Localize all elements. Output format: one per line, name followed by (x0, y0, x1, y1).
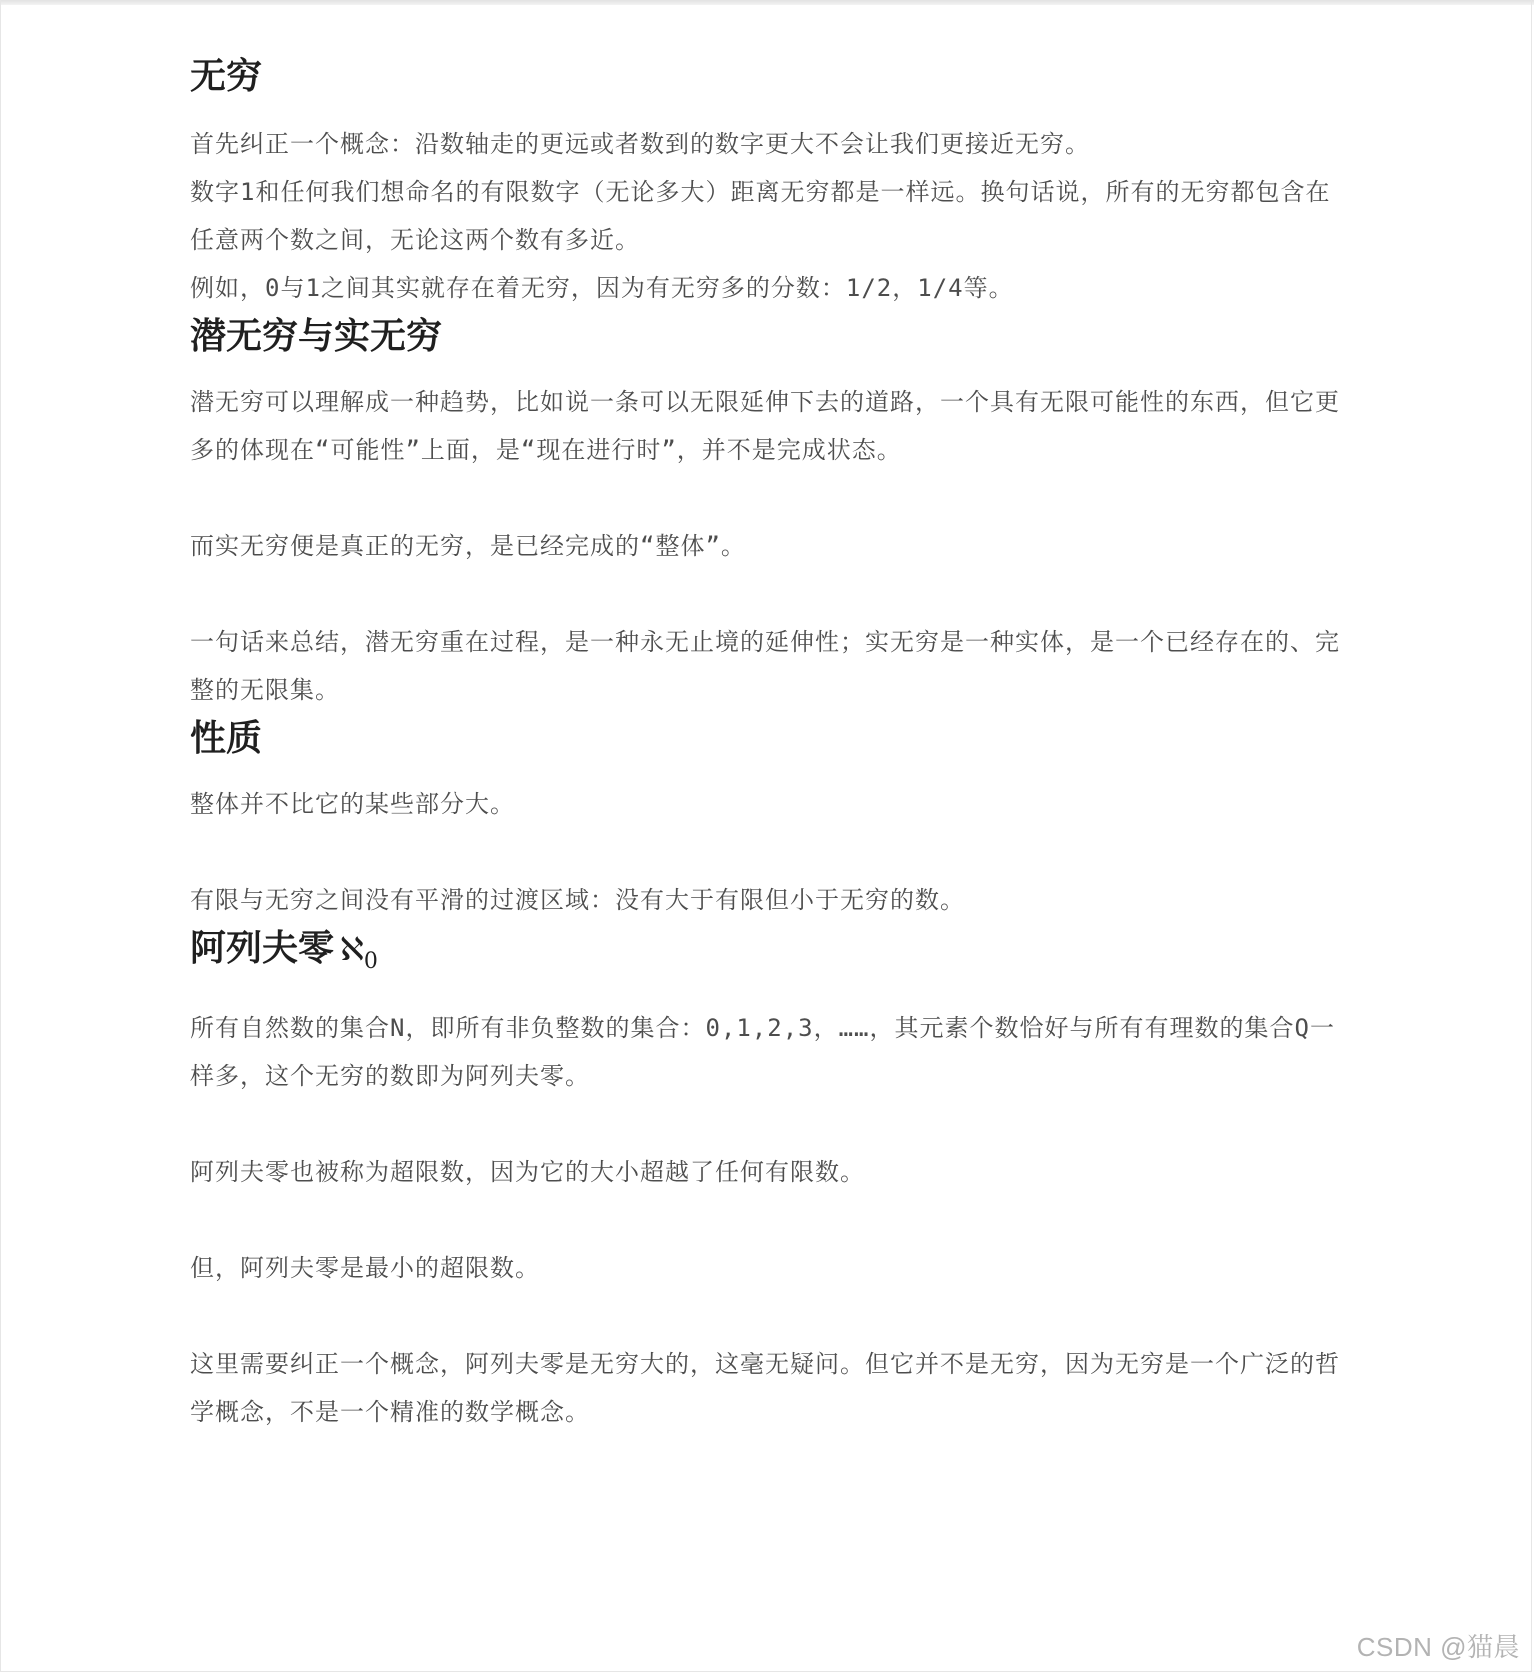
paragraph: 数字1和任何我们想命名的有限数字（无论多大）距离无穷都是一样远。换句话说，所有的无穷都包含在任意两个数之间，无论这两个数有多近。 (190, 178, 1331, 254)
section-infinity (190, 52, 1350, 312)
section-aleph-null (190, 924, 1350, 1436)
aleph-symbol: ℵ$_0$ (340, 930, 378, 974)
article-body (190, 52, 1350, 1436)
section-heading: 潜无穷与实无穷 (190, 315, 443, 356)
paragraph: 潜无穷可以理解成一种趋势，比如说一条可以无限延伸下去的道路，一个具有无限可能性的东西，但它更多的体现在“可能性”上面，是“现在进行时”，并不是完成状态。 (190, 388, 1340, 464)
paragraph: 而实无穷便是真正的无穷，是已经完成的“整体”。 (190, 532, 746, 560)
paragraph: 整体并不比它的某些部分大。 (190, 790, 515, 818)
paragraph: 首先纠正一个概念：沿数轴走的更远或者数到的数字更大不会让我们更接近无穷。 (190, 130, 1090, 158)
section-heading: 性质 (190, 717, 263, 758)
section-heading (190, 924, 1350, 986)
paragraph: 阿列夫零也被称为超限数，因为它的大小超越了任何有限数。 (190, 1158, 865, 1186)
paragraph: 例如，0与1之间其实就存在着无穷，因为有无穷多的分数：1/2，1/4等。 (190, 274, 1014, 302)
paragraph: 这里需要纠正一个概念，阿列夫零是无穷大的，这毫无疑问。但它并不是无穷，因为无穷是一个广泛的哲学概念，不是一个精准的数学概念。 (190, 1350, 1340, 1426)
paragraph: 一句话来总结，潜无穷重在过程，是一种永无止境的延伸性；实无穷是一种实体，是一个已经存在的、完整的无限集。 (190, 628, 1340, 704)
section-properties (190, 714, 1350, 924)
paragraph: 有限与无穷之间没有平滑的过渡区域：没有大于有限但小于无穷的数。 (190, 886, 965, 914)
aleph-subscript: 0 (363, 949, 378, 974)
section-heading-text: 阿列夫零 (190, 927, 335, 968)
paragraph: 所有自然数的集合N，即所有非负整数的集合：0,1,2,3，……，其元素个数恰好与所有有理数的集合Q一样多，这个无穷的数即为阿列夫零。 (190, 1014, 1335, 1090)
section-potential-vs-actual-infinity (190, 312, 1350, 714)
paragraph: 但，阿列夫零是最小的超限数。 (190, 1254, 540, 1282)
watermark: CSDN @猫晨 (1356, 1632, 1520, 1662)
section-heading: 无穷 (190, 55, 263, 96)
